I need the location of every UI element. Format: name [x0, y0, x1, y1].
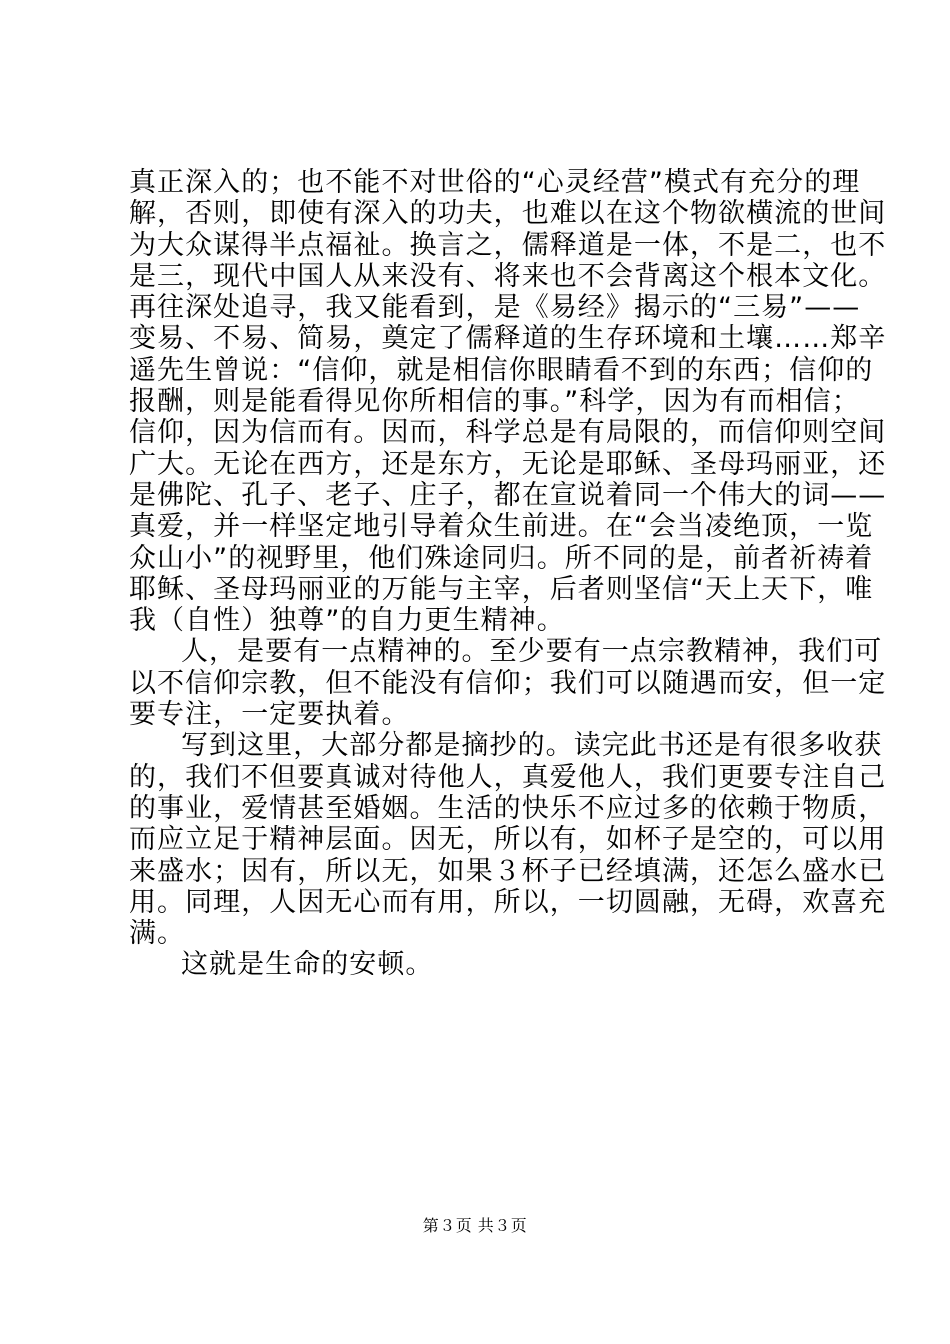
paragraph-first-line: 这就是生命的安顿。 [181, 949, 434, 981]
text-line: 变易、不易、简易，奠定了儒释道的生存环境和土壤……郑辛 [129, 323, 887, 355]
text-line: 众山小”的视野里，他们殊途同归。所不同的是，前者祈祷着 [129, 542, 874, 574]
text-line: 而应立足于精神层面。因无，所以有，如杯子是空的，可以用 [129, 824, 887, 856]
text-line: 广大。无论在西方，还是东方，无论是耶稣、圣母玛丽亚，还 [129, 448, 887, 480]
paragraph-first-line: 人，是要有一点精神的。至少要有一点宗教精神，我们可 [181, 636, 883, 668]
text-line: 报酬，则是能看得见你所相信的事。”科学，因为有而相信； [129, 386, 860, 418]
text-line: 是佛陀、孔子、老子、庄子，都在宣说着同一个伟大的词—— [129, 479, 887, 511]
text-line: 信仰，因为信而有。因而，科学总是有局限的，而信仰则空间 [129, 417, 887, 449]
text-line: 要专注，一定要执着。 [129, 699, 410, 731]
text-line: 耶稣、圣母玛丽亚的万能与主宰，后者则坚信“天上天下，唯 [129, 573, 874, 605]
text-line: 满。 [129, 918, 186, 950]
text-line: 真爱，并一样坚定地引导着众生前进。在“会当凌绝顶，一览 [129, 511, 874, 543]
text-line: 再往深处追寻，我又能看到，是《易经》揭示的“三易”—— [129, 292, 861, 324]
paragraph-first-line: 写到这里，大部分都是摘抄的。读完此书还是有很多收获 [181, 730, 883, 762]
text-line: 我（自性）独尊”的自力更生精神。 [129, 605, 565, 637]
document-body [129, 167, 887, 981]
text-line: 是三，现代中国人从来没有、将来也不会背离这个根本文化。 [129, 260, 887, 292]
text-line: 为大众谋得半点福祉。换言之，儒释道是一体，不是二，也不 [129, 229, 887, 261]
text-line: 用。同理，人因无心而有用，所以，一切圆融，无碍，欢喜充 [129, 886, 887, 918]
page-number-footer: 第３页 共３页 [422, 1216, 528, 1235]
text-line: 以不信仰宗教，但不能没有信仰；我们可以随遇而安，但一定 [129, 667, 887, 699]
text-line: 遥先生曾说：“信仰，就是相信你眼睛看不到的东西；信仰的 [129, 354, 874, 386]
text-line: 的，我们不但要真诚对待他人，真爱他人，我们更要专注自己 [129, 761, 887, 793]
text-line: 的事业，爱情甚至婚姻。生活的快乐不应过多的依赖于物质， [129, 792, 887, 824]
text-line: 解，否则，即使有深入的功夫，也难以在这个物欲横流的世间 [129, 198, 887, 230]
text-line: 来盛水；因有，所以无，如果３杯子已经填满，还怎么盛水已 [129, 855, 887, 887]
text-line: 真正深入的；也不能不对世俗的“心灵经营”模式有充分的理 [129, 167, 861, 198]
